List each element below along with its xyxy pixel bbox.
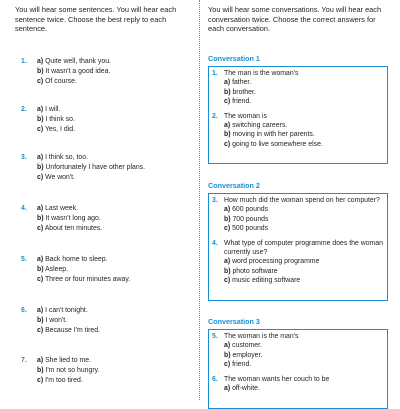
answer-option [224,97,384,106]
answer-option [224,215,384,224]
sentences-section [15,0,190,384]
option-letter: b) [224,215,231,223]
answer-option [224,341,384,350]
option-text: customer. [232,342,262,350]
option-letter: c) [37,125,44,133]
option-text: I'm not so hungry. [45,366,100,374]
option-text: 500 pounds [232,225,269,233]
answer-option [37,275,190,285]
option-letter: b) [37,163,44,171]
answer-option [37,356,190,366]
answer-option [37,316,190,326]
option-text: friend. [232,361,252,369]
question-number: 5. [21,256,27,263]
option-letter: b) [224,131,231,139]
option-letter: b) [37,214,44,222]
answer-option [37,224,190,234]
option-letter: c) [224,98,231,106]
conversation-title: Conversation 2 [208,181,260,190]
conversation-question [212,112,384,150]
option-text: About ten minutes. [44,224,103,232]
question-number: 1. [212,70,218,77]
answer-option [37,366,190,376]
option-text: switching careers. [232,122,288,130]
option-letter: c) [37,326,44,334]
answer-option [37,173,190,183]
conversation-box [208,193,388,301]
question-number: 3. [21,154,27,161]
option-letter: a) [37,357,44,364]
option-text: Back home to sleep. [45,256,108,263]
option-letter: a) [224,79,231,87]
option-letter: b) [37,366,44,374]
option-letter: c) [224,361,231,369]
conversation-question [212,196,384,234]
answer-option [37,105,190,115]
answer-option [37,376,190,386]
option-letter: a) [37,205,44,212]
conversation-title: Conversation 3 [208,317,260,326]
conversation-title: Conversation 1 [208,54,260,63]
sentence-question [15,255,190,285]
sentence-question [15,153,190,183]
question-number: 2. [212,112,218,120]
option-letter: a) [224,206,231,214]
option-letter: c) [37,224,44,232]
sentences-instructions: You will hear some sentences. You will hear each sentence twice. Choose the best reply to each sentence. [15,5,177,34]
question-text: The man is the woman's [224,70,299,77]
option-letter: b) [37,67,44,75]
question-number: 7. [21,357,27,364]
option-text: moving in with her parents. [232,131,315,139]
option-text: employer. [232,351,263,359]
answer-option [224,205,384,214]
option-letter: b) [224,267,231,275]
option-text: music editing software [232,277,301,285]
option-text: Because I'm tired. [45,326,100,334]
answer-option [37,163,190,173]
option-letter: a) [224,122,231,130]
option-text: Of course. [45,77,77,85]
answer-option [37,125,190,135]
answer-option [224,267,384,276]
option-text: photo software [232,267,278,275]
answer-option [224,276,384,285]
option-letter: a) [37,106,44,113]
question-text: The woman is the man's [224,333,299,340]
option-letter: b) [37,265,44,273]
sentence-question [15,57,190,87]
option-text: I'm too tired. [45,376,83,384]
option-letter: c) [37,173,44,181]
option-letter: a) [224,258,231,266]
option-text: We won't. [45,173,75,181]
option-text: going to live somewhere else. [232,140,323,148]
option-letter: c) [37,376,44,384]
sentence-question [15,204,190,234]
question-text: The woman is [224,112,267,120]
answer-option [37,57,190,67]
answer-option [37,214,190,224]
question-number: 4. [21,205,27,212]
option-letter: c) [37,77,44,85]
option-text: friend. [232,98,252,106]
answer-option [37,153,190,163]
option-text: It wasn't long ago. [45,214,101,222]
option-letter: a) [224,342,231,350]
option-text: I can't tonight. [45,307,88,314]
answer-option [37,326,190,336]
column-divider [199,0,200,400]
option-text: Unfortunately I have other plans. [45,163,146,171]
option-text: Last week. [45,205,79,212]
option-letter: b) [224,88,231,96]
option-letter: a) [37,256,44,263]
option-text: It wasn't a good idea. [45,67,111,75]
answer-option [37,255,190,265]
option-letter: b) [37,316,44,324]
option-text: 600 pounds [232,206,269,214]
conversations-instructions: You will hear some conversations. You will hear each conversation twice. Choose the correct answers for each conversation. [208,5,382,34]
question-number: 2. [21,106,27,113]
question-text: How much did the woman spend on her computer? [224,197,380,204]
question-number: 6. [21,307,27,314]
option-text: brother. [232,88,256,96]
option-letter: b) [224,351,231,359]
option-text: Asleep. [45,265,69,273]
option-text: Three or four minutes away. [44,275,131,283]
answer-option [224,78,384,87]
answer-option [224,360,384,369]
question-text: The woman wants her couch to be [224,375,330,383]
answer-option [37,265,190,275]
answer-option [224,257,384,266]
answer-option [224,224,384,233]
option-text: I think so, too. [45,154,88,161]
option-letter: b) [37,115,44,123]
option-text: I think so. [45,115,75,123]
sentence-question [15,356,190,386]
question-number: 1. [21,58,27,65]
sentence-question [15,105,190,135]
conversations-section [208,0,390,393]
conversation-question [212,375,384,394]
option-letter: a) [37,154,44,161]
answer-option [224,351,384,360]
conversation-question [212,69,384,107]
option-letter: c) [224,225,231,233]
answer-option [224,384,384,393]
option-text: Quite well, thank you. [45,58,111,65]
option-letter: c) [224,140,231,148]
conversation-question [212,239,384,286]
conversation-box [208,66,388,164]
answer-option [224,140,384,149]
answer-option [37,204,190,214]
answer-option [37,306,190,316]
option-letter: c) [37,275,44,283]
answer-option [224,121,384,130]
answer-option [37,67,190,77]
answer-option [224,130,384,139]
option-text: off-white. [232,385,260,393]
option-text: 700 pounds [232,215,269,223]
option-letter: a) [37,58,44,65]
option-text: word processing programme [232,258,320,266]
question-number: 4. [212,239,218,247]
option-text: I won't. [45,316,68,324]
question-number: 3. [212,197,218,204]
question-text: What type of computer programme does the woman currently use? [224,239,383,257]
sentence-question [15,306,190,336]
option-letter: a) [224,385,231,393]
option-text: She lied to me. [45,357,92,364]
answer-option [37,115,190,125]
question-number: 5. [212,333,218,340]
conversation-question [212,332,384,370]
answer-option [224,88,384,97]
option-text: Yes, I did. [44,125,75,133]
option-text: father. [232,79,252,87]
answer-option [37,77,190,87]
option-letter: c) [224,277,231,285]
conversation-box [208,329,388,409]
option-text: I will. [45,106,61,113]
option-letter: a) [37,307,44,314]
question-number: 6. [212,375,218,383]
